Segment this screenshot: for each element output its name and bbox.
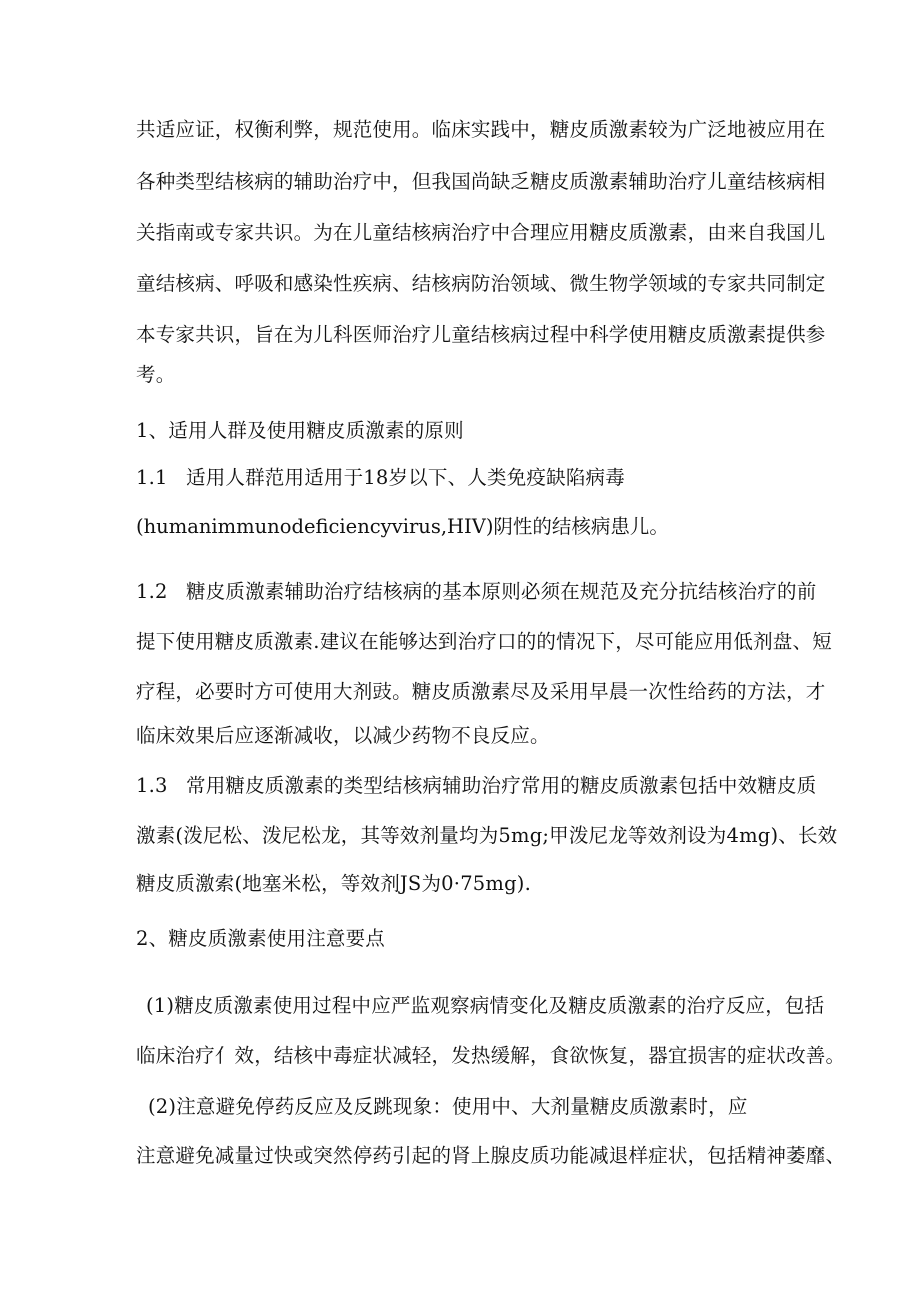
section-number: 1.1 (136, 466, 168, 489)
section-heading: 1、适用人群及使用糖皮质激素的原则 (136, 419, 464, 442)
paragraph-line: 疗程，必要时方可使用大剂豉。糖皮质激素尽及采用早晨一次性给药的方法，才 (136, 680, 826, 703)
paragraph-line: 提下使用糖皮质激素.建议在能够达到治疗口的的情况下，尽可能应用低剂盘、短 (136, 630, 832, 653)
subsection-text: 糖皮质激素辅助治疗结核病的基本原则必须在规范及充分抗结核治疗的前 (186, 580, 817, 603)
paragraph-line: 关指南或专家共识。为在儿童结核病治疗中合理应用糖皮质激素，由来自我国儿 (136, 221, 826, 244)
paragraph-line: 考。 (136, 363, 176, 386)
paragraph-line: 临床效果后应逐渐减收，以减少药物不良反应。 (136, 724, 550, 747)
subsection-text: 适用人群范用适用于18岁以下、人类免疫缺陷病毒 (186, 466, 625, 489)
paragraph-line: (1)糖皮质激素使用过程中应严监观察病情变化及糖皮质激素的治疗反应，包括 (146, 994, 825, 1017)
section-heading: 2、糖皮质激素使用注意要点 (136, 927, 386, 950)
subsection-line (136, 773, 816, 799)
paragraph-line: 各种类型结核病的辅助治疗中，但我国尚缺乏糖皮质激素辅助治疗儿童结核病相 (136, 170, 826, 193)
paragraph-line: 共适应证，权衡利弊，规范使用。临床实践中，糖皮质激素较为广泛地被应用在 (136, 118, 826, 141)
paragraph-line: 糖皮质激索(地塞米松，等效剂JS为0·75mg). (136, 872, 531, 895)
subsection-line (136, 579, 816, 605)
paragraph-line: (2)注意避免停药反应及反跳现象：使用中、大剂量糖皮质激素时，应 (148, 1095, 748, 1118)
subsection-text: 常用糖皮质激素的类型结核病辅助治疗常用的糖皮质激素包括中效糖皮质 (186, 774, 817, 797)
paragraph-line: 童结核病、呼吸和感染性疾病、结核病防治领域、微生物学领域的专家共同制定 (136, 272, 826, 295)
subsection-line (136, 465, 625, 491)
section-number: 1.2 (136, 580, 168, 603)
paragraph-line: 本专家共识，旨在为儿科医师治疗儿童结核病过程中科学使用糖皮质激素提供参 (136, 323, 826, 346)
paragraph-line: 注意避免减量过快或突然停药引起的肾上腺皮质功能减退样症状，包括精神萎靡、 (136, 1144, 846, 1167)
section-number: 1.3 (136, 774, 168, 797)
paragraph-line: 临床治疗亻效，结核中毒症状减轻，发热缓解，食欲恢复，器宜损害的症状改善。 (136, 1044, 846, 1067)
paragraph-line: (humanimmunodeficiencyvirus,HIV)阴性的结核病患儿。 (136, 515, 669, 538)
paragraph-line: 激素(泼尼松、泼尼松龙，其等效剂量均为5mg;甲泼尼龙等效剂设为4mg)、长效 (136, 824, 838, 847)
